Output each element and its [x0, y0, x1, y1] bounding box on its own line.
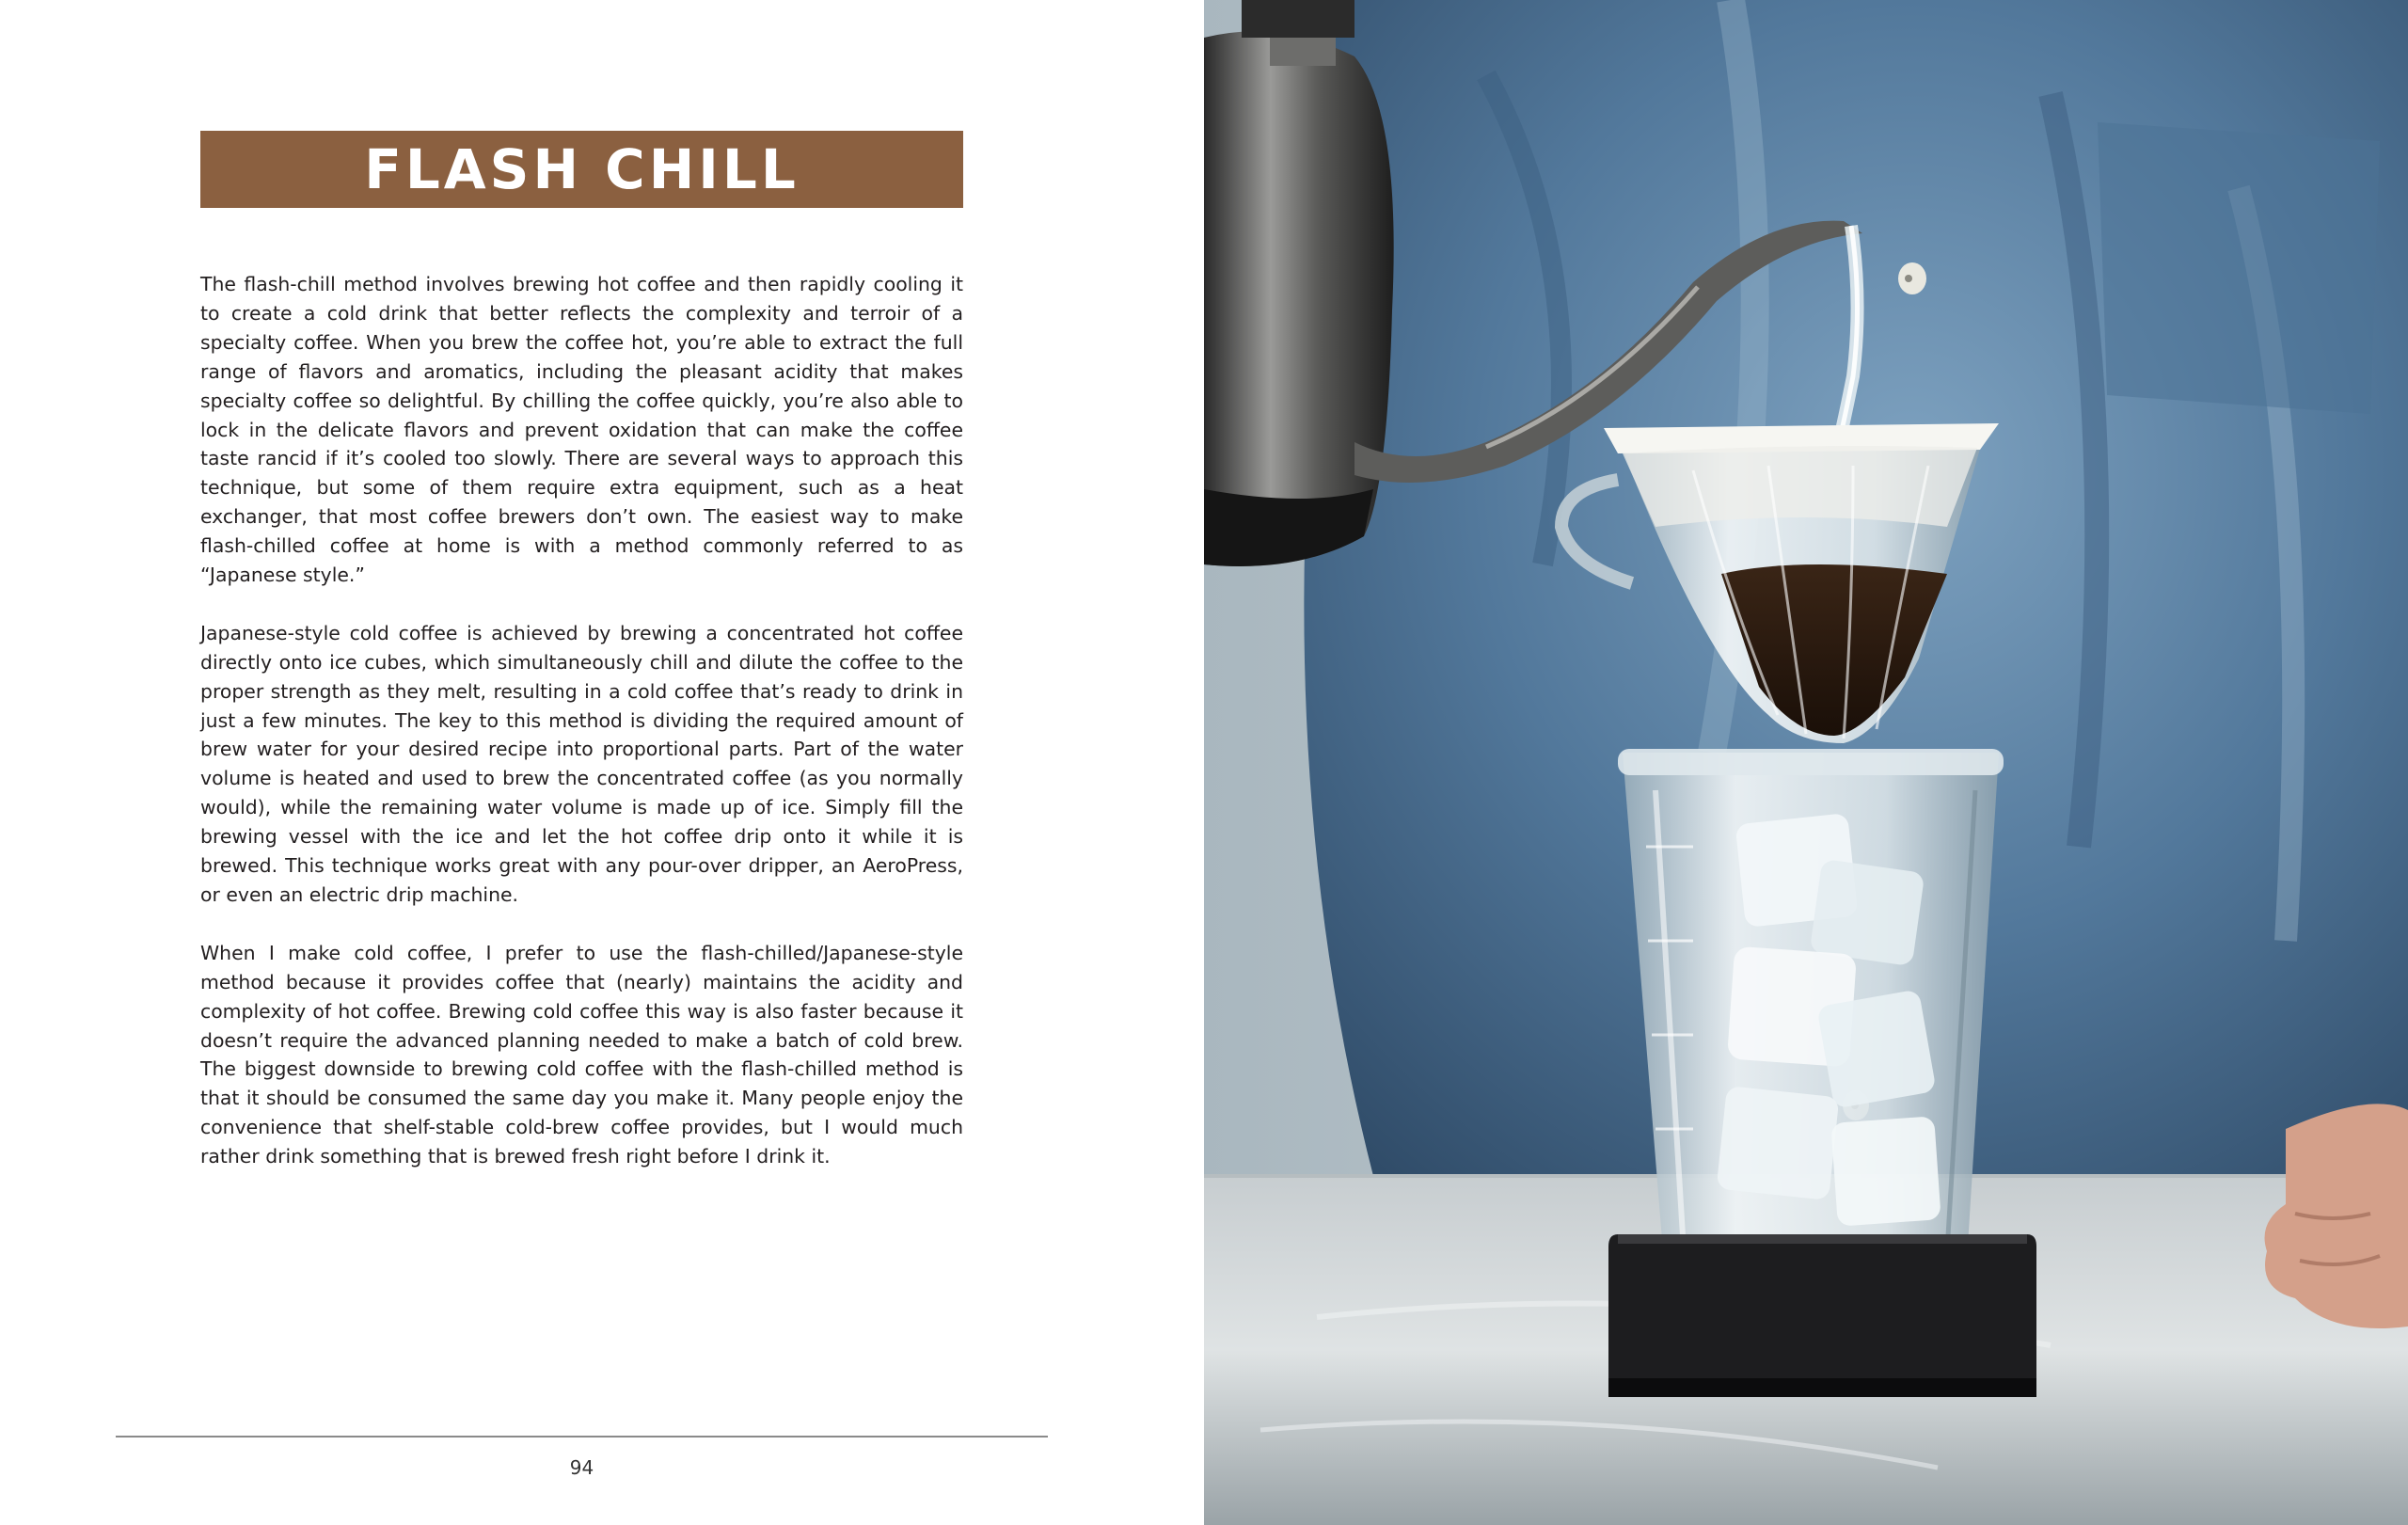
paragraph-2: Japanese-style cold coffee is achieved by brewing a concentrated hot coffee directly onto ice cubes, which simultaneously chill and dilute the coffee to the proper strength as they melt, resulting in a cold coffee that’s ready to drink in just a few minutes. The key to this method is dividing the required amount of brew water for your desired recipe into proportional parts. Part of the water volume is heated and used to brew the concentrated coffee (as you normally would), while the remaining water volume is made up of ice. Simply fill the brewing vessel with the ice and let the hot coffee drip onto it while it is brewed. This technique works great with any pour-over dripper, an AeroPress, or even an electric drip machine.: [200, 621, 963, 907]
paragraph-3: When I make cold coffee, I prefer to use the flash-chilled/Japanese-style method because it provides coffee that (nearly) maintains the acidity and complexity of hot coffee. Brewing cold coffee this way is also faster because it doesn’t require the advanced planning needed to make a batch of cold brew. The biggest downside to brewing cold coffee with the flash-chilled method is that it should be consumed the same day you make it. Many people enjoy the convenience that shelf-stable cold-brew coffee provides, but I would much rather drink something that is brewed fresh right before I drink it.: [200, 941, 963, 1168]
body-text: [200, 270, 963, 1200]
page-number: 94: [569, 1456, 594, 1479]
title-banner: [200, 131, 963, 208]
pour-over-photo: [1204, 0, 2408, 1525]
paragraph-1: The flash-chill method involves brewing hot coffee and then rapidly cooling it to create a cold drink that better reflects the complexity and terroir of a specialty coffee. When you brew the coffee hot, you’re able to extract the full range of flavors and aromatics, including the pleasant acidity that makes specialty coffee so delightful. By chilling the coffee quickly, you’re also able to lock in the delicate flavors and prevent oxidation that can make the coffee taste rancid if it’s cooled too slowly. There are several ways to approach this technique, but some of them require extra equipment, such as a heat exchanger, that most coffee brewers don’t own. The easiest way to make flash-chilled coffee at home is with a method commonly referred to as “Japanese style.”: [200, 273, 963, 587]
right-page: [1204, 0, 2408, 1525]
page-title: FLASH CHILL: [364, 137, 800, 201]
footer-rule: [116, 1436, 1048, 1438]
